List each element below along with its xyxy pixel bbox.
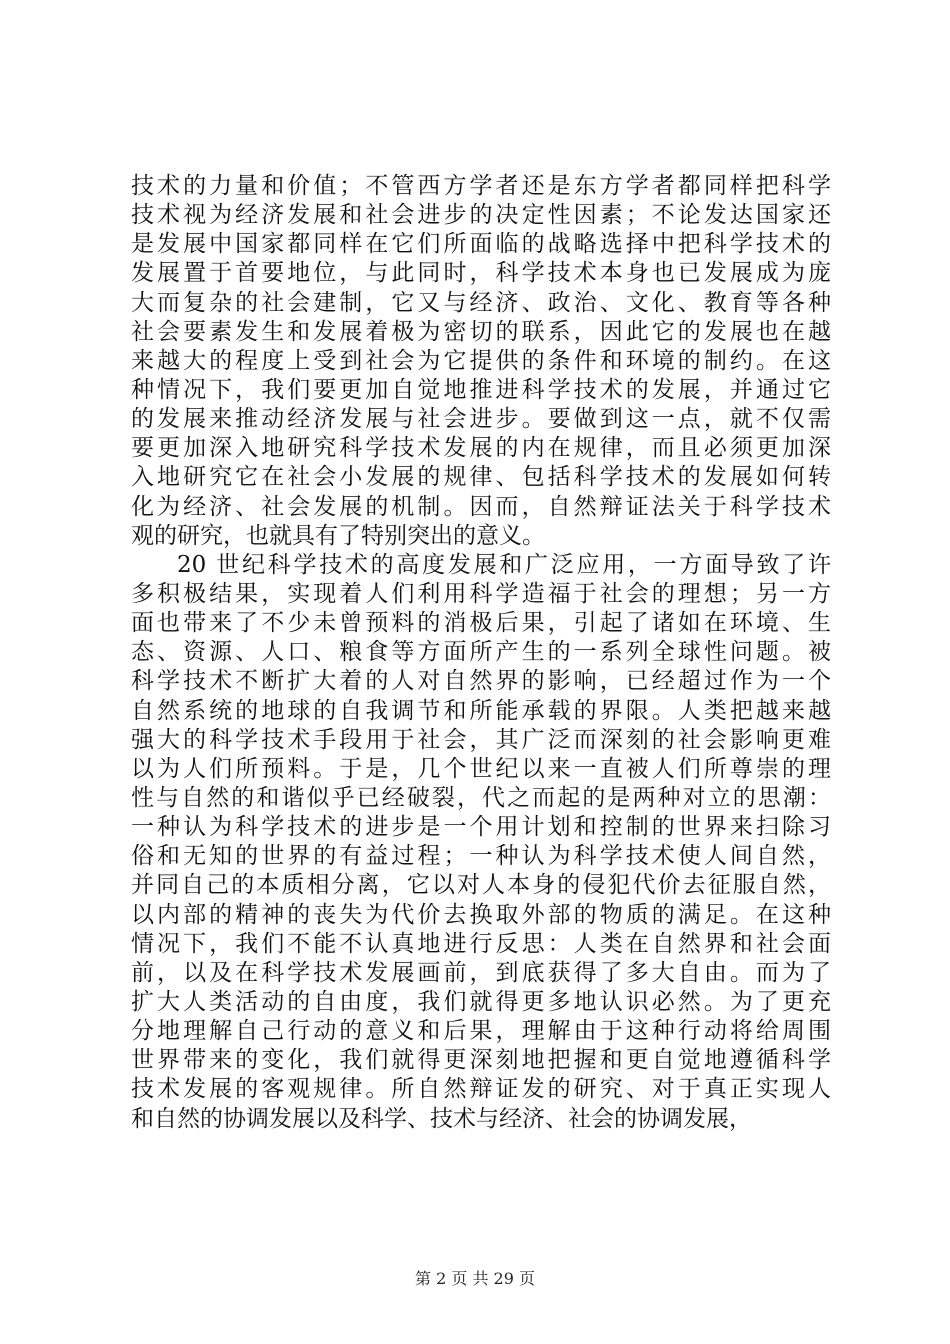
text-line: 入地研究它在社会小发展的规律、包括科学技术的发展如何转: [131, 464, 831, 491]
text-line: 强大的科学技术手段用于社会，其广泛而深刻的社会影响更难: [131, 726, 831, 753]
text-line: 科学技术不断扩大着的人对自然界的影响，已经超过作为一个: [131, 668, 831, 695]
text-line: 面也带来了不少未曾预料的消极后果，引起了诸如在环境、生: [131, 610, 831, 637]
text-line: 观的研究，也就具有了特别突出的意义。: [131, 522, 545, 549]
text-line: 20 世纪科学技术的高度发展和广泛应用，一方面导致了许: [177, 551, 831, 578]
text-line: 世界带来的变化，我们就得更深刻地把握和更自觉地遵循科学: [131, 1047, 831, 1074]
text-line: 态、资源、人口、粮食等方面所产生的一系列全球性问题。被: [131, 639, 831, 666]
text-line: 来越大的程度上受到社会为它提供的条件和环境的制约。在这: [131, 347, 831, 374]
text-line: 俗和无知的世界的有益过程；一种认为科学技术使人间自然，: [131, 843, 831, 870]
text-line: 种情况下，我们要更加自觉地推进科学技术的发展，并通过它: [131, 376, 831, 403]
text-line: 和自然的协调发展以及科学、技术与经济、社会的协调发展，: [131, 1105, 752, 1132]
text-line: 发展置于首要地位，与此同时，科学技术本身也已发展成为庞: [131, 260, 831, 287]
text-line: 并同自己的本质相分离，它以对人本身的侵犯代价去征服自然，: [131, 872, 831, 899]
text-line: 以内部的精神的丧失为代价去换取外部的物质的满足。在这种: [131, 901, 831, 928]
text-line: 以为人们所预料。于是，几个世纪以来一直被人们所尊崇的理: [131, 755, 831, 782]
text-line: 技术发展的客观规律。所自然辩证发的研究、对于真正实现人: [131, 1076, 831, 1103]
text-line: 的发展来推动经济发展与社会进步。要做到这一点，就不仅需: [131, 406, 831, 433]
text-line: 大而复杂的社会建制，它又与经济、政治、文化、教育等各种: [131, 289, 831, 316]
text-line: 扩大人类活动的自由度，我们就得更多地认识必然。为了更充: [131, 988, 831, 1015]
paragraph: [131, 551, 831, 1134]
text-line: 自然系统的地球的自我调节和所能承载的界限。人类把越来越: [131, 697, 831, 724]
text-line: 社会要素发生和发展着极为密切的联系，因此它的发展也在越: [131, 318, 831, 345]
text-line: 多积极结果，实现着人们利用科学造福于社会的理想；另一方: [131, 580, 831, 607]
text-line: 技术视为经济发展和社会进步的决定性因素；不论发达国家还: [131, 202, 831, 229]
paragraph: [131, 172, 831, 551]
text-line: 性与自然的和谐似乎已经破裂，代之而起的是两种对立的思潮：: [131, 784, 831, 811]
text-line: 是发展中国家都同样在它们所面临的战略选择中把科学技术的: [131, 231, 831, 258]
text-line: 分地理解自己行动的意义和后果，理解由于这种行动将给周围: [131, 1018, 831, 1045]
text-line: 前，以及在科学技术发展画前，到底获得了多大自由。而为了: [131, 959, 831, 986]
text-line: 情况下，我们不能不认真地进行反思：人类在自然界和社会面: [131, 930, 831, 957]
text-line: 一种认为科学技术的进步是一个用计划和控制的世界来扫除习: [131, 814, 831, 841]
page-footer: 第 2 页 共 29 页: [415, 1269, 535, 1288]
body-text: [131, 172, 831, 1134]
text-line: 技术的力量和价值；不管西方学者还是东方学者都同样把科学: [131, 173, 831, 199]
text-line: 要更加深入地研究科学技术发展的内在规律，而且必须更加深: [131, 435, 831, 462]
text-line: 化为经济、社会发展的机制。因而，自然辩证法关于科学技术: [131, 493, 831, 520]
